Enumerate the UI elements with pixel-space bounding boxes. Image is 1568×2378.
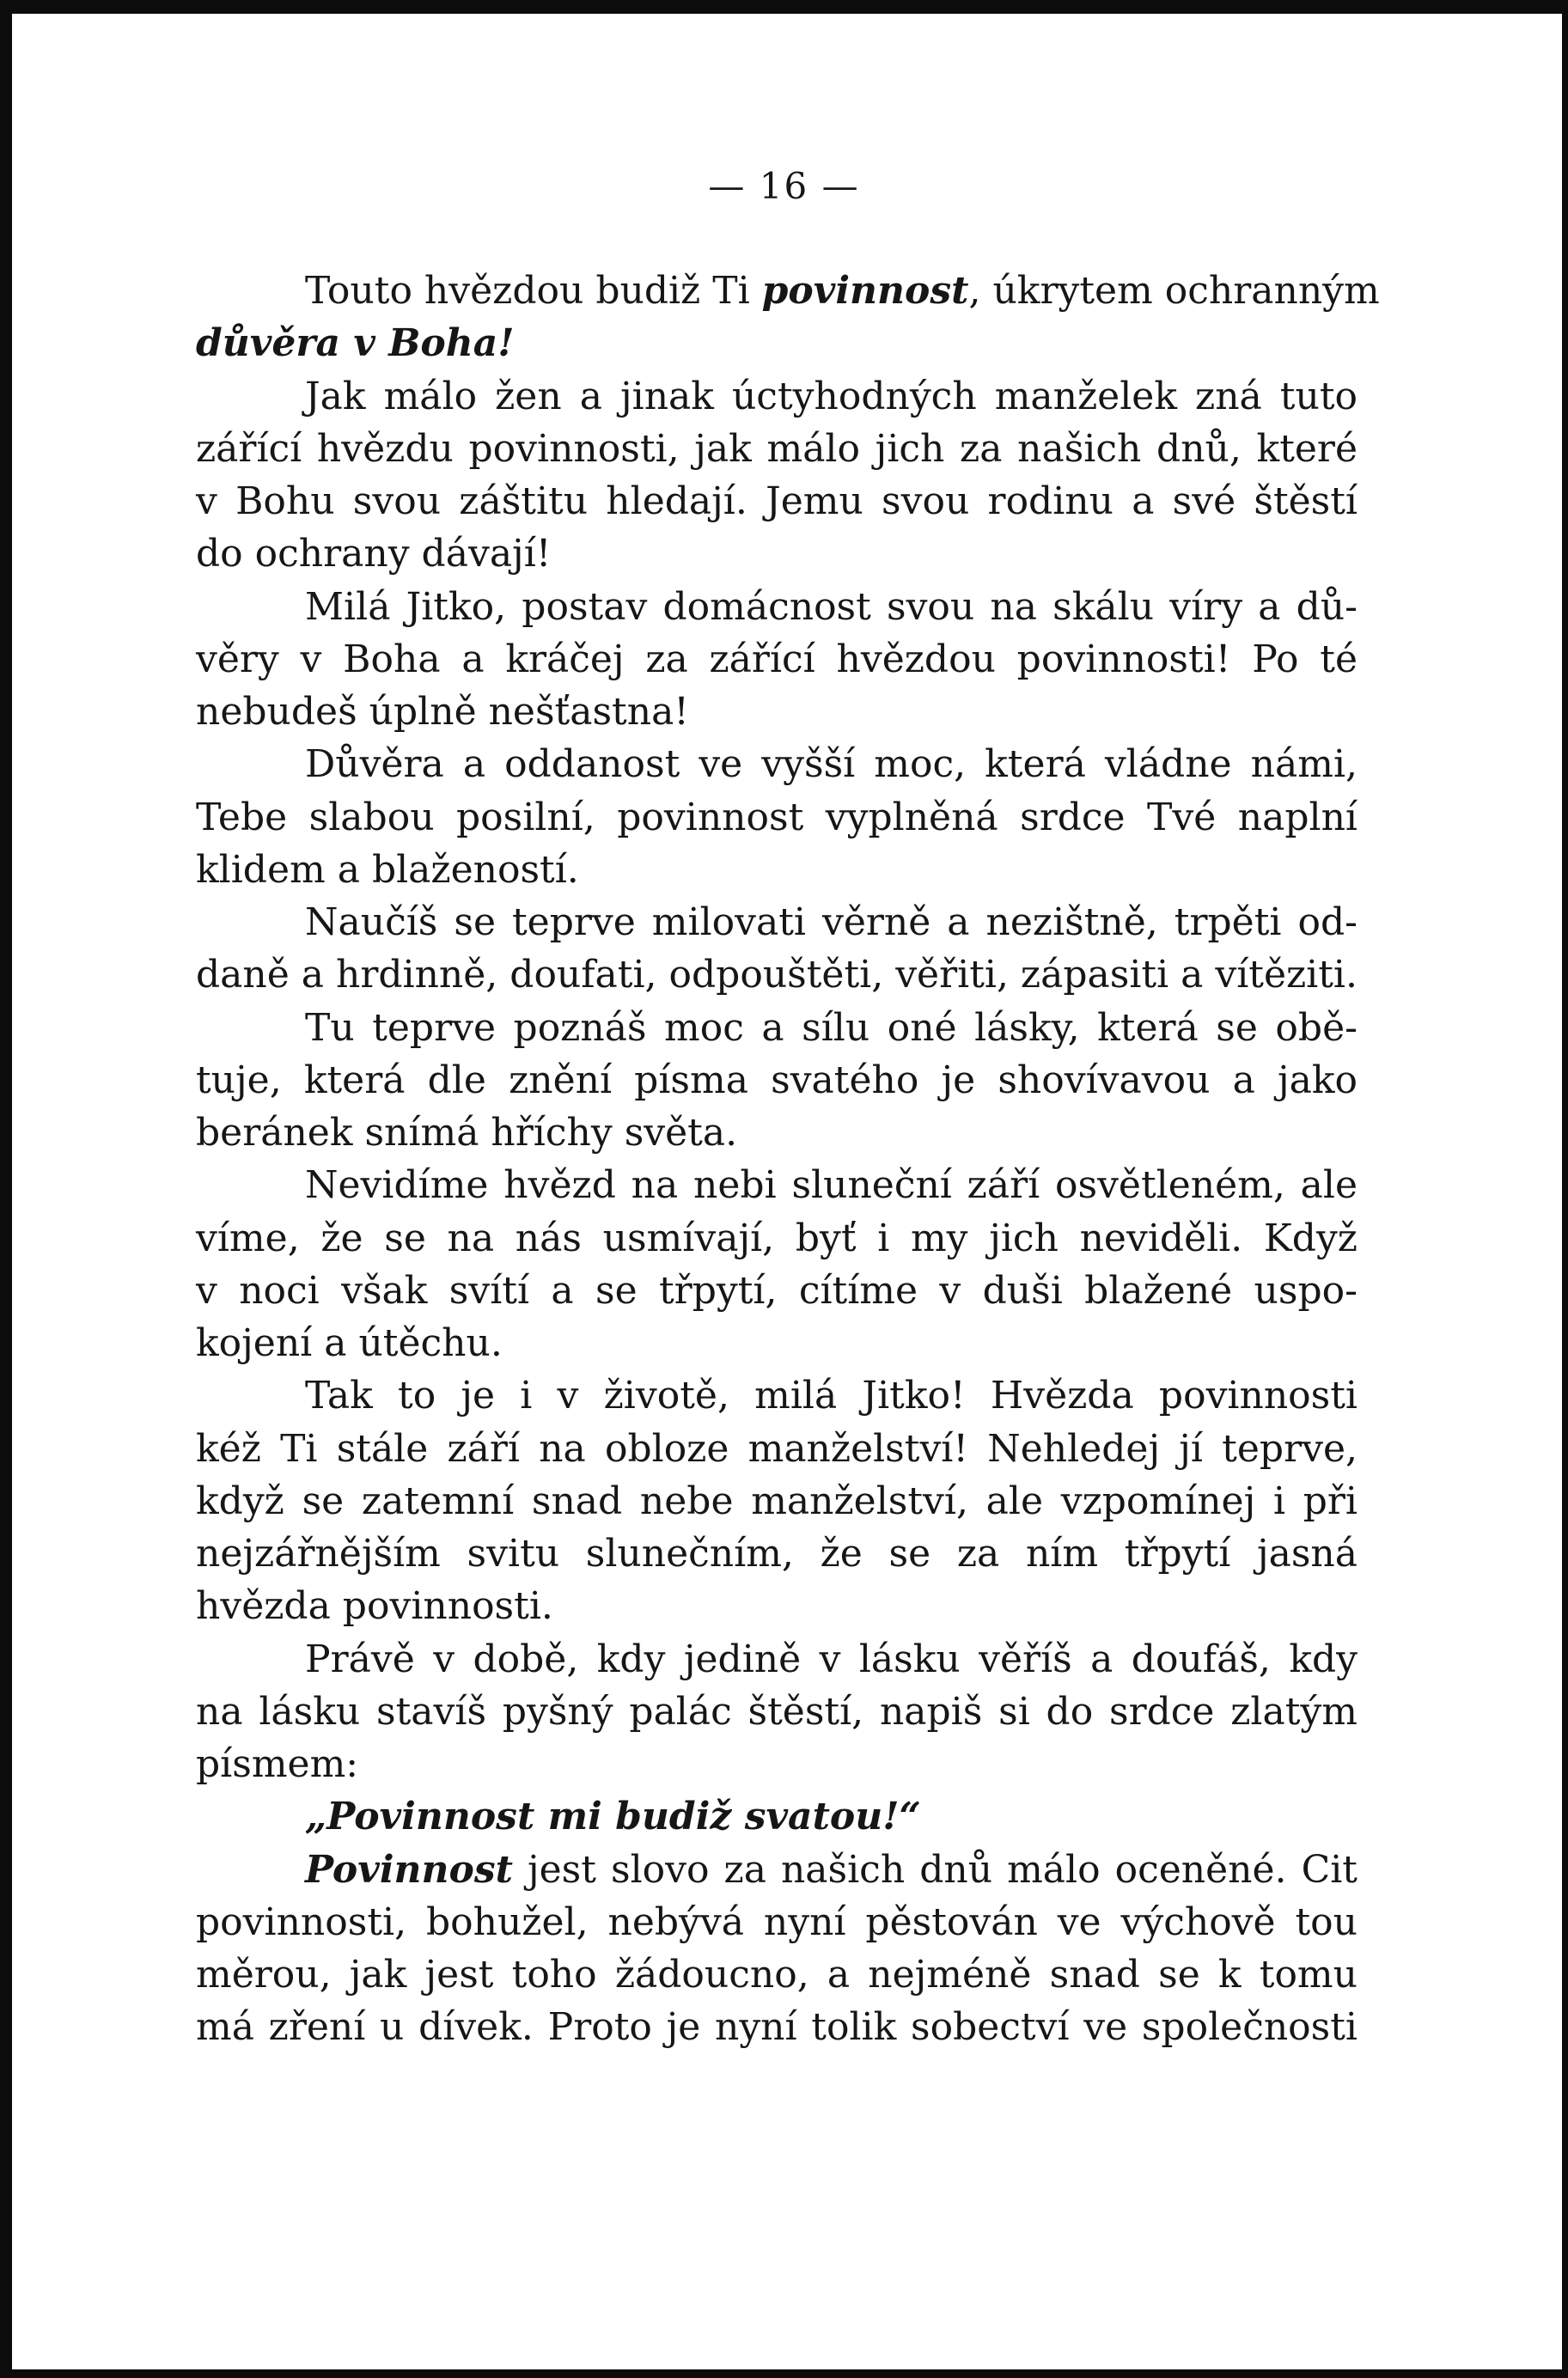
text-line: v noci však svítí a se třpytí, cítíme v duši blažené uspo-	[196, 1268, 1358, 1313]
text-line: Tak to je i v životě, milá Jitko! Hvězda povinnosti	[305, 1374, 1358, 1418]
text-line: důvěra v Boha!	[196, 321, 515, 366]
text-line: na lásku stavíš pyšný palác štěstí, napiš si do srdce zlatým	[196, 1689, 1358, 1734]
text-line: Povinnost jest slovo za našich dnů málo oceněné. Cit	[305, 1847, 1358, 1892]
text-line: Touto hvězdou budiž Ti povinnost, úkrytem ochranným	[305, 269, 1380, 313]
text-line: hvězda povinnosti.	[196, 1584, 553, 1629]
text-line: Právě v době, kdy jedině v lásku věříš a doufáš, kdy	[305, 1637, 1358, 1681]
text-line: Naučíš se teprve milovati věrně a nezištně, trpěti od-	[305, 900, 1358, 944]
text-line: tuje, která dle znění písma svatého je shovívavou a jako	[196, 1058, 1358, 1102]
text-line: klidem a blažeností.	[196, 847, 579, 892]
text-line: Důvěra a oddanost ve vyšší moc, která vládne námi,	[305, 742, 1358, 787]
text-line: daně a hrdinně, doufati, odpouštěti, věřiti, zápasiti a vítěziti.	[196, 953, 1358, 997]
text-line: Milá Jitko, postav domácnost svou na skálu víry a dů-	[305, 584, 1358, 629]
text-line: měrou, jak jest toho žádoucno, a nejméně snad se k tomu	[196, 1953, 1358, 1997]
text-line: nebudeš úplně nešťastna!	[196, 690, 689, 734]
text-line: zářící hvězdu povinnosti, jak málo jich za našich dnů, které	[196, 426, 1358, 471]
text-line: Tebe slabou posilní, povinnost vyplněná srdce Tvé naplní	[196, 795, 1358, 839]
text-line: povinnosti, bohužel, nebývá nyní pěstován ve výchově tou	[196, 1899, 1358, 1944]
text-line: kojení a útěchu.	[196, 1321, 503, 1365]
text-line: Nevidíme hvězd na nebi sluneční září osvětleném, ale	[305, 1163, 1358, 1208]
text-line: písmem:	[196, 1742, 359, 1786]
text-line: Tu teprve poznáš moc a sílu oné lásky, která se obě-	[305, 1005, 1358, 1050]
body-text	[196, 265, 1380, 2054]
text-line: beránek snímá hříchy světa.	[196, 1111, 738, 1155]
text-line: když se zatemní snad nebe manželství, ale vzpomínej i při	[196, 1479, 1358, 1523]
text-line: do ochrany dávají!	[196, 532, 552, 576]
text-line: víme, že se na nás usmívají, byť i my jich neviděli. Když	[196, 1216, 1358, 1260]
text-line-motto: „Povinnost mi budiž svatou!“	[305, 1795, 921, 1839]
text-line: v Bohu svou záštitu hledají. Jemu svou rodinu a své štěstí	[196, 479, 1358, 523]
text-line: kéž Ti stále září na obloze manželství! Nehledej jí teprve,	[196, 1426, 1358, 1471]
page-number: — 16 —	[708, 165, 860, 207]
text-line: věry v Boha a kráčej za zářící hvězdou povinnosti! Po té	[196, 637, 1358, 681]
text-line: má zření u dívek. Proto je nyní tolik sobectví ve společnosti	[196, 2005, 1358, 2050]
text-line: nejzářnějším svitu slunečním, že se za ním třpytí jasná	[196, 1532, 1358, 1576]
text-line: Jak málo žen a jinak úctyhodných manželek zná tuto	[305, 374, 1358, 418]
